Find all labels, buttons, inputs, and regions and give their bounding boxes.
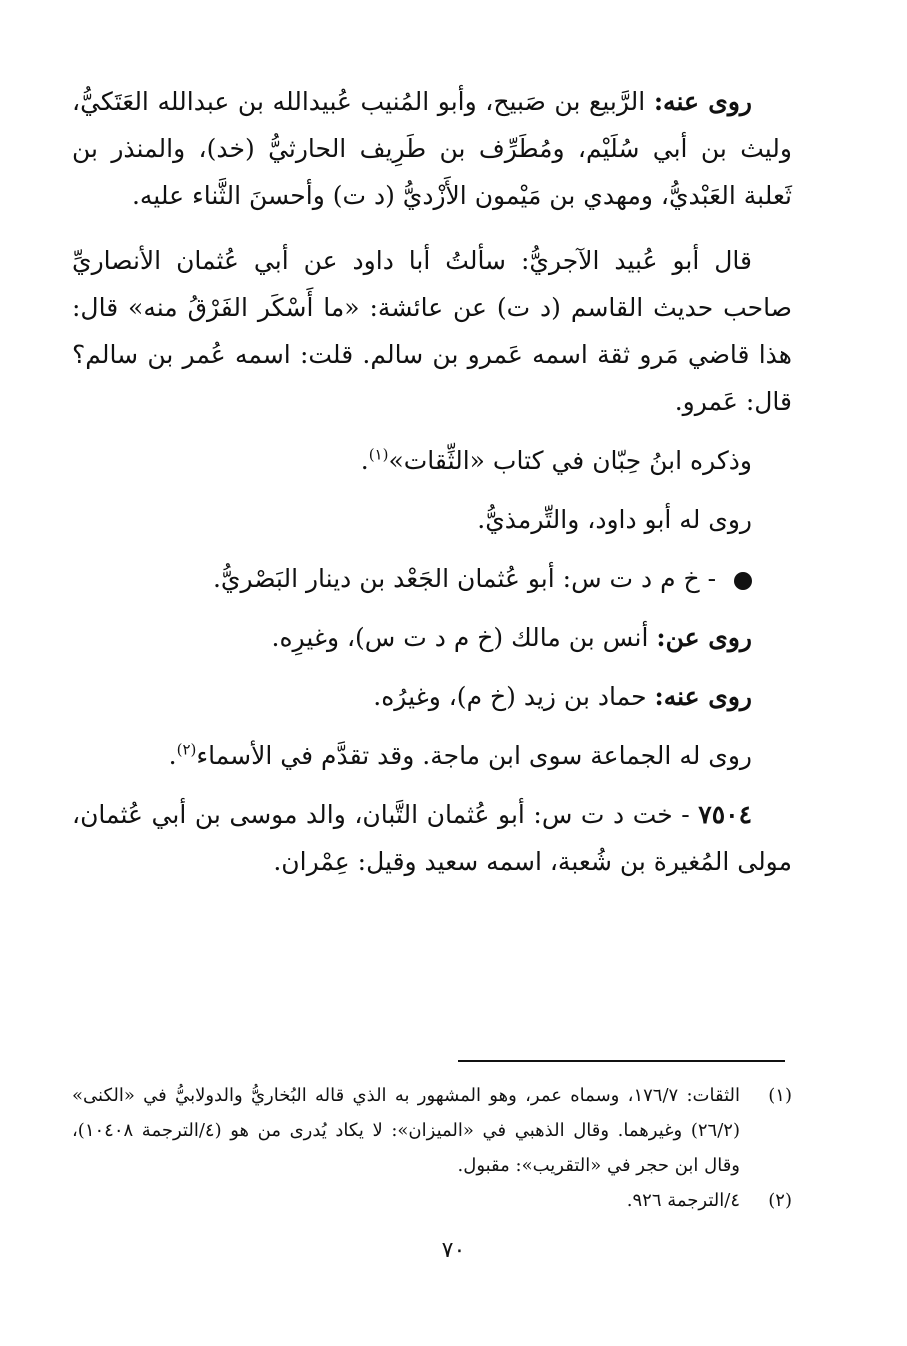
paragraph-narrated-from-him-2 [72,673,792,720]
footnote-text: ٤/الترجمة ٩٢٦. [626,1190,740,1211]
footnote-text: الثقات: ١٧٦/٧، وسماه عمر، وهو المشهور به الذي قاله البُخاريُّ والدولابيُّ في «الكنى» (٢٦/٢) وغيرهما. وقال الذهبي في «الميزان»: لا يكاد يُدرى من هو (٤/الترجمة ١٠٤٠٨)، وقال ابن حجر في «التقريب»: مقبول. [72,1085,740,1176]
label-narrated-from-him-2: روى عنه: [654,682,752,711]
entry-7504-text: - خت د ت س: أبو عُثمان التَّبان، والد موسى بن أبي عُثمان، مولى المُغيرة بن شُعبة، اسمه سعيد وقيل: عِمْران. [72,800,792,876]
jamaa-end: . [168,741,177,770]
paragraph-jamaa [72,732,792,779]
entry-sigla: - خ م د ت س: [562,564,717,593]
footnote-marker-2: (٢) [176,740,197,759]
narrated-by-text: روى له أبو داود، والتِّرمذيُّ. [477,505,752,534]
footnote-marker-1: (١) [368,445,389,464]
ajurri-report-text: قال أبو عُبيد الآجريُّ: سألتُ أبا داود عن أبي عُثمان الأنصاريِّ صاحب حديث القاسم (د ت) عن عائشة: «ما أَسْكَر الفَرْقُ منه» قال: هذا قاضي مَرو ثقة اسمه عَمرو بن سالم. قلت: اسمه عُمر بن سالم؟ قال: عَمرو. [72,246,792,416]
paragraph-narrated-by [72,496,792,543]
ibn-hibban-text: وذكره ابنُ حِبّان في كتاب «الثِّقات» [388,446,752,475]
bullet-icon [734,572,752,590]
footnote-1 [72,1078,792,1183]
entry-number: ٧٥٠٤ [698,800,752,829]
paragraph-narrated-from [72,614,792,661]
paragraph-narrators-from-him [72,78,792,219]
page-number: ٧٠ [441,1238,466,1263]
narrated-from-him-2-text: حماد بن زيد (خ م)، وغيرُه. [373,682,647,711]
entry-7504 [72,791,792,885]
narrators-list: الرَّبيع بن صَبيح، وأبو المُنيب عُبيدالله بن عبدالله العَتَكيُّ، وليث بن أبي سُلَيْم، ومُطَرِّف بن طَرِيف الحارثيُّ (خد)، والمنذر بن ثَعلبة العَبْديُّ، ومهدي بن مَيْمون الأَزْديُّ (د ت) وأحسنَ الثَّناء عليه. [72,87,792,210]
footnote-divider [458,1060,785,1062]
main-text [72,78,792,885]
footnotes [72,1078,792,1218]
paragraph-ajurri-report [72,237,792,425]
narrated-from-text: أنس بن مالك (خ م د ت س)، وغيرِه. [271,623,649,652]
footnote-number: (١) [768,1085,792,1106]
label-narrated-from: روى عن: [656,623,752,652]
label-narrated-from-him: روى عنه: [653,87,753,116]
footnote-number: (٢) [768,1190,792,1211]
entry-al-jad-ibn-dinar [72,555,792,602]
paragraph-ibn-hibban [72,437,792,484]
ibn-hibban-end: . [360,446,369,475]
footnote-2 [72,1183,792,1218]
jamaa-text: روى له الجماعة سوى ابن ماجة. وقد تقدَّم في الأسماء [196,741,752,770]
entry-name: أبو عُثمان الجَعْد بن دينار البَصْريُّ. [212,564,555,593]
